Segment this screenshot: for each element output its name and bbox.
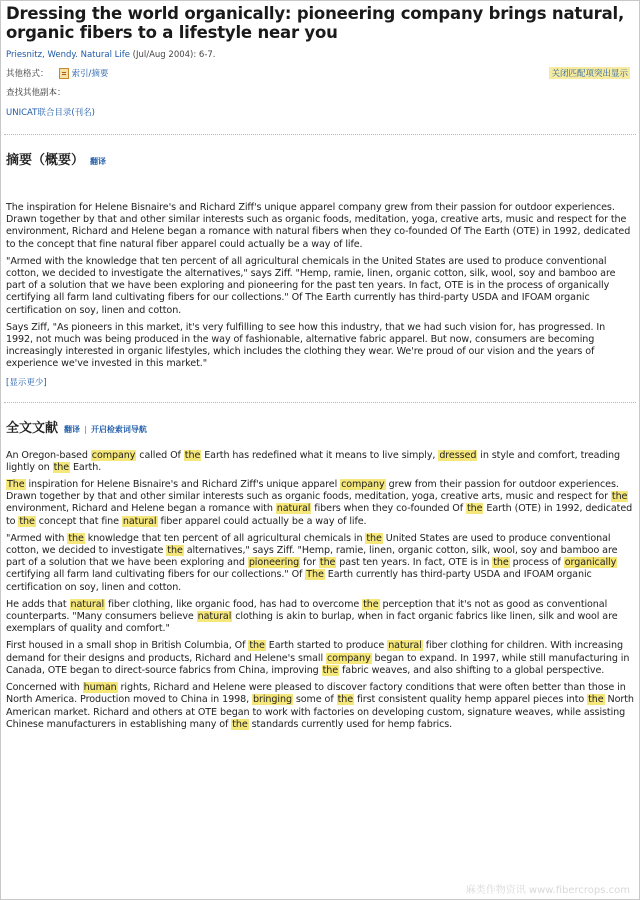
search-term-highlight: the [232, 718, 248, 730]
divider [4, 402, 636, 403]
search-term-highlight: organically [564, 557, 617, 569]
search-term-highlight: the [363, 598, 379, 610]
fulltext-paragraph: Concerned with human rights, Richard and Helene were pleased to discover factory conditions that were often better than those in North America. Production moved to China in 1998, bringing some of the first consistent quality hemp apparel pieces into the North American market. Richard and others at OTE began to work with factories on developing custom, signature weaves, while assisting Chinese manufacturers in establishing many of the standards currently used for hemp fabrics. [6, 682, 634, 730]
document-view [6, 4, 634, 736]
watermark: 麻类作物资讯 www.fibercrops.com [465, 885, 630, 896]
fulltext-paragraph: He adds that natural fiber clothing, like organic food, has had to overcome the perception that it's not as good as conventional counterparts. "Many consumers believe natural clothing is akin to burlap, when in fact organic fabrics like linen, silk and wool are exemplars of quality and comfort." [6, 598, 618, 635]
search-term-highlight: the [53, 461, 70, 473]
record-header [6, 4, 634, 118]
abstract-paragraph: Says Ziff, "As pioneers in this market, it's very fulfilling to see how this industry, that we had such vision for, has progressed. In 1992, not much was being produced in the way of fashionable, alternative fabric apparel. But now, consumers are becoming increasingly interested in organic lifestyles, which includes the clothing they wear. We're proud of our vision and the years of experience we've invested in this market." [6, 321, 606, 370]
search-term-highlight: company [341, 479, 385, 491]
search-term-highlight: bringing [253, 694, 292, 706]
abstract-heading-text: 摘要（概要） [6, 153, 85, 168]
abstract-heading [6, 149, 634, 168]
abstract-body [6, 202, 634, 388]
search-term-nav-link[interactable]: 开启检索词导航 [90, 424, 147, 434]
abstract-paragraph: "Armed with the knowledge that ten percent of all agricultural chemicals in the United States are used to produce conventional cotton, we decided to investigate the alternatives," says Ziff. "Hemp, ramie, linen, organic cotton, silk, wool, soy and bamboo are part of a solution that we have been exploring and pioneering for the past ten years. In fact, OTE is in the process of organically certifying all farm land cultivating fibers for our collections." Of The Earth currently has third-party USDA and IFOAM organic certification on soy, linen and cotton. [6, 255, 616, 316]
search-term-highlight: natural [197, 611, 232, 623]
toggle-highlight-link[interactable]: 关闭匹配项突出显示 [551, 69, 628, 79]
search-term-highlight: company [91, 449, 136, 461]
abstract-section [6, 149, 634, 388]
fulltext-body [6, 450, 634, 731]
search-term-highlight: the [319, 557, 336, 569]
find-copy-label: 查找其他副本： [6, 88, 66, 98]
search-term-highlight: natural [276, 503, 311, 515]
other-formats-row [6, 67, 634, 79]
fulltext-paragraph: An Oregon-based company called Of the Earth has redefined what it means to live simply, dressed in style and comfort, treading lightly on the Earth. [6, 449, 620, 473]
search-term-highlight: dressed [439, 449, 477, 461]
search-term-highlight: pioneering [248, 557, 300, 569]
fulltext-translate-link[interactable]: 翻译 [64, 424, 81, 434]
search-term-highlight: the [68, 532, 84, 544]
unicat-link[interactable]: UNICAT联合目录(刊名) [6, 108, 96, 118]
fulltext-heading-text: 全文文献 [6, 420, 59, 436]
index-abstract-link[interactable]: 索引/摘要 [71, 69, 109, 79]
search-term-highlight: the [466, 503, 483, 515]
journal-info: (Jul/Aug 2004): 6-7. [132, 50, 216, 60]
search-term-highlight: the [337, 694, 354, 706]
search-term-highlight: The [7, 479, 25, 491]
search-term-highlight: the [249, 640, 265, 652]
search-term-highlight: the [184, 449, 201, 461]
divider [4, 134, 636, 135]
search-term-highlight: the [19, 515, 35, 527]
abstract-translate-link[interactable]: 翻译 [90, 157, 107, 166]
abstract-paragraph: The inspiration for Helene Bisnaire's and Richard Ziff's unique apparel company grew from their passion for outdoor experiences. Drawn together by that and other similar interests such as organic foods, meditation, yoga, creative arts, music and respect for the environment, Richard and Helene began a romance with natural fibers when they co-founded Of The Earth (OTE) in 1992, dedicated to the concept that fine natural fiber apparel could actually be a way of life. [6, 202, 631, 250]
citation [6, 50, 634, 60]
search-term-highlight: company [327, 652, 371, 664]
article-title: Dressing the world organically: pioneering company brings natural, organic fibers to a lifestyle near you [6, 4, 625, 42]
fulltext-heading [6, 417, 634, 436]
separator: | [84, 424, 87, 434]
fulltext-paragraph: "Armed with the knowledge that ten percent of all agricultural chemicals in the United States are used to produce conventional cotton, we decided to investigate the alternatives," says Ziff. "Hemp, ramie, linen, organic cotton, silk, wool, soy and bamboo are part of a solution that we have been exploring and pioneering for the past ten years. In fact, OTE is in the process of organically certifying all farm land cultivating fibers for our collections." Of The Earth currently has third-party USDA and IFOAM organic certification on soy, linen and cotton. [6, 532, 618, 593]
fulltext-paragraph: First housed in a small shop in British Columbia, Of the Earth started to produce natural fiber clothing for children. With increasing demand for their designs and products, Richard and Helene's small company began to expand. In 1997, while still manufacturing in Canada, OTE began to direct-source fabrics from China, improving the fabric weaves, and also shifting to a global perspective. [6, 640, 630, 676]
search-term-highlight: the [611, 491, 628, 503]
search-term-highlight: natural [70, 598, 105, 610]
journal-link[interactable]: Natural Life [80, 50, 130, 60]
other-formats-label: 其他格式： [6, 69, 49, 79]
search-term-highlight: The [306, 569, 324, 581]
search-term-highlight: the [167, 545, 183, 557]
search-term-highlight: human [83, 682, 117, 694]
search-term-highlight: natural [388, 640, 422, 652]
find-copy-row [6, 86, 634, 98]
search-term-highlight: natural [122, 515, 157, 527]
document-icon [59, 68, 69, 79]
author-link[interactable]: Priesnitz, Wendy. [6, 50, 78, 60]
fulltext-paragraph: The inspiration for Helene Bisnaire's and Richard Ziff's unique apparel company grew from their passion for outdoor experiences. Drawn together by that and other similar interests such as organic foods, meditation, yoga, creative arts, music and respect for the environment, Richard and Helene began a romance with natural fibers when they co-founded Of the Earth (OTE) in 1992, dedicated to the concept that fine natural fiber apparel could actually be a way of life. [6, 479, 633, 527]
show-less-link[interactable]: [显示更少] [6, 377, 47, 388]
fulltext-section [6, 417, 634, 731]
search-term-highlight: the [588, 694, 604, 706]
search-term-highlight: the [366, 532, 382, 544]
search-term-highlight: the [322, 664, 339, 676]
search-term-highlight: the [493, 557, 509, 569]
